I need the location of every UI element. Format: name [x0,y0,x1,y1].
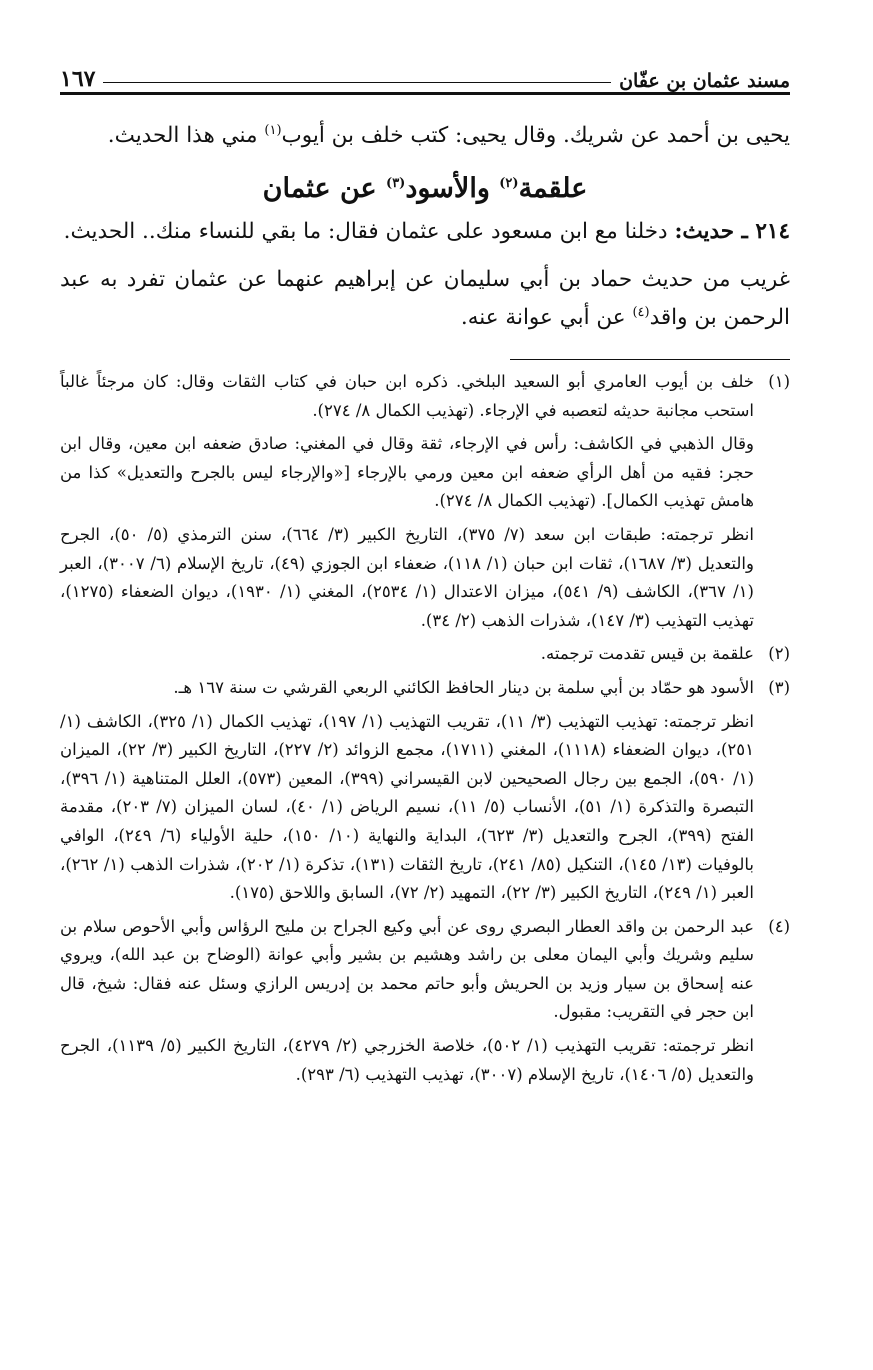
footnotes [60,368,790,1094]
hadith-paragraph [60,213,790,251]
footnote-4 [60,913,790,1095]
footnote-paragraph: علقمة بن قيس تقدمت ترجمته. [540,644,754,664]
footnote-paragraph: انظر ترجمته: تقريب التهذيب (١/ ٥٠٢)، خلاصة الخزرجي (٢/ ٤٢٧٩)، التاريخ الكبير (٥/ ١١٣٩)، الجرح والتعديل (٥/ ١٤٠٦)، تاريخ الإسلام (٣٠٠٧)، تهذيب التهذيب (٦/ ٢٩٣). [60,1036,755,1084]
heading-alqama: علقمة [518,173,588,204]
footnote-paragraph: انظر ترجمته: تهذيب التهذيب (٣/ ١١)، تقريب التهذيب (١/ ١٩٧)، تهذيب الكمال (١/ ٣٢٥)، الكاشف (١/ ٢٥١)، ديوان الضعفاء (١١١٨)، المغني (١٧١١)، مجمع الزوائد (٢/ ٢٢٧)، التاريخ الكبير (٣/ ٢٢)، الميزان (١/ ٥٩٠)، الجمع بين رجال الصحيحين لابن القيسراني (٣٩٩)، المعين (٥٧٣)، العلل المتناهية (١/ ٣٩٦)، التبصرة والتذكرة (١/ ٥١)، الأنساب (٥/ ١١)، نسيم الرياض (١/ ٤٠)، لسان الميزان (٧/ ٢٠٣)، مقدمة الفتح (٣٩٩)، الجرح والتعديل (٣/ ٦٢٣)، البداية والنهاية (١٠/ ١٥٠)، حلية الأولياء (٦/ ٢٤٩)، الوافي بالوفيات (١٣/ ١٤٥)، التنكيل (٨٥/ ٢٤١)، تاريخ الثقات (١٣١)، تذكرة (١/ ٢٠٢)، شذرات الذهب (١/ ٢٦٢)، العبر (١/ ٢٤٩)، التاريخ الكبير (٣/ ٢٢)، التمهيد (٢/ ٧٢)، السابق واللاحق (١٧٥). [60,711,755,903]
hadith-text: دخلنا مع ابن مسعود على عثمان فقال: ما بقي للنساء منك.. الحديث. [63,219,675,244]
footnote-ref-4: (٤) [632,304,650,320]
section-heading [60,167,790,211]
intro-text-end: مني هذا الحديث. [107,123,265,148]
running-title: مسند عثمان بن عفّان [619,70,790,92]
intro-paragraph [60,117,790,155]
intro-text: يحيى بن أحمد عن شريك. وقال يحيى: كتب خلف بن أيوب [281,123,790,148]
footnote-ref-2: (٢) [499,176,519,191]
running-header [60,50,790,95]
footnote-paragraph: انظر ترجمته: طبقات ابن سعد (٧/ ٣٧٥)، التاريخ الكبير (٣/ ٦٦٤)، سنن الترمذي (٥/ ٥٠)، الجرح والتعديل (٣/ ١٦٨٧)، ثقات ابن حبان (١/ ١١٨)، ضعفاء ابن الجوزي (٤٩)، تاريخ الإسلام (٦/ ٣٠٠٧)، العبر (١/ ٣٦٧)، الكاشف (٩/ ٥٤١)، ميزان الاعتدال (١/ ٢٥٣٤)، المغني (١/ ١٩٣٠)، ديوان الضعفاء (١٢٧٥)، تهذيب التهذيب (٣/ ١٤٧)، شذرات الذهب (٢/ ٣٤). [60,524,754,630]
footnote-2 [60,640,790,674]
comment-text: غريب من حديث حماد بن أبي سليمان عن إبراهيم عنهما عن عثمان تفرد به عبد الرحمن بن واقد [60,267,790,330]
hadith-number: ٢١٤ ـ حديث: [674,219,790,244]
footnote-paragraph: الأسود هو حمّاد بن أبي سلمة بن دينار الحافظ الكائني الربعي القرشي ت سنة ١٦٧ هـ. [173,677,754,697]
footnote-paragraph: وقال الذهبي في الكاشف: رأس في الإرجاء، ثقة وقال في المغني: صادق ضعفه ابن معين، وقال ابن حجر: فقيه من أهل الرأي ضعفه ابن معين ورمي بالإرجاء [«والإرجاء ليس بالجرح والتعديل» كذا من هامش تهذيب الكمال]. (تهذيب الكمال ٨/ ٢٧٤). [60,434,754,511]
footnote-ref-1: (١) [264,122,282,138]
page-number: ١٦٧ [60,66,96,92]
header-rule [103,82,611,83]
book-page [60,50,790,1094]
heading-uthman: عن عثمان [262,173,387,204]
footnote-1 [60,368,790,640]
footnote-number: (٤) [768,916,790,936]
footnote-separator [510,359,790,360]
footnote-number: (١) [768,372,790,391]
footnote-number: (٢) [768,644,790,664]
footnote-paragraph: عبد الرحمن بن واقد العطار البصري روى عن أبي وكيع الجراح بن مليح الرؤاس وأبي الأحوص سلام بن سليم وشريك وأبي اليمان معلى بن راشد وهشيم بن بشير وأبي عوانة (الوضاح بن عبد الله)، ويروي عنه إسحاق بن سيار وزيد بن الحريش وأبو حاتم محمد بن إدريس الرازي وسئل عنه فقال: شيخ، قال ابن حجر في التقريب: مقبول. [60,916,754,1022]
footnote-number: (٣) [768,677,790,697]
footnote-3 [60,674,790,913]
footnote-paragraph: خلف بن أيوب العامري أبو السعيد البلخي. ذكره ابن حبان في كتاب الثقات وقال: كان مرجئاً غالباً استحب مجانبة حديثه لتعصبه في الإرجاء. (تهذيب الكمال ٨/ ٢٧٤). [60,372,754,420]
heading-aswad: والأسود [405,173,500,204]
footnote-ref-3: (٣) [386,176,406,191]
comment-paragraph [60,261,790,337]
comment-text-end: عن أبي عوانة عنه. [460,305,633,330]
